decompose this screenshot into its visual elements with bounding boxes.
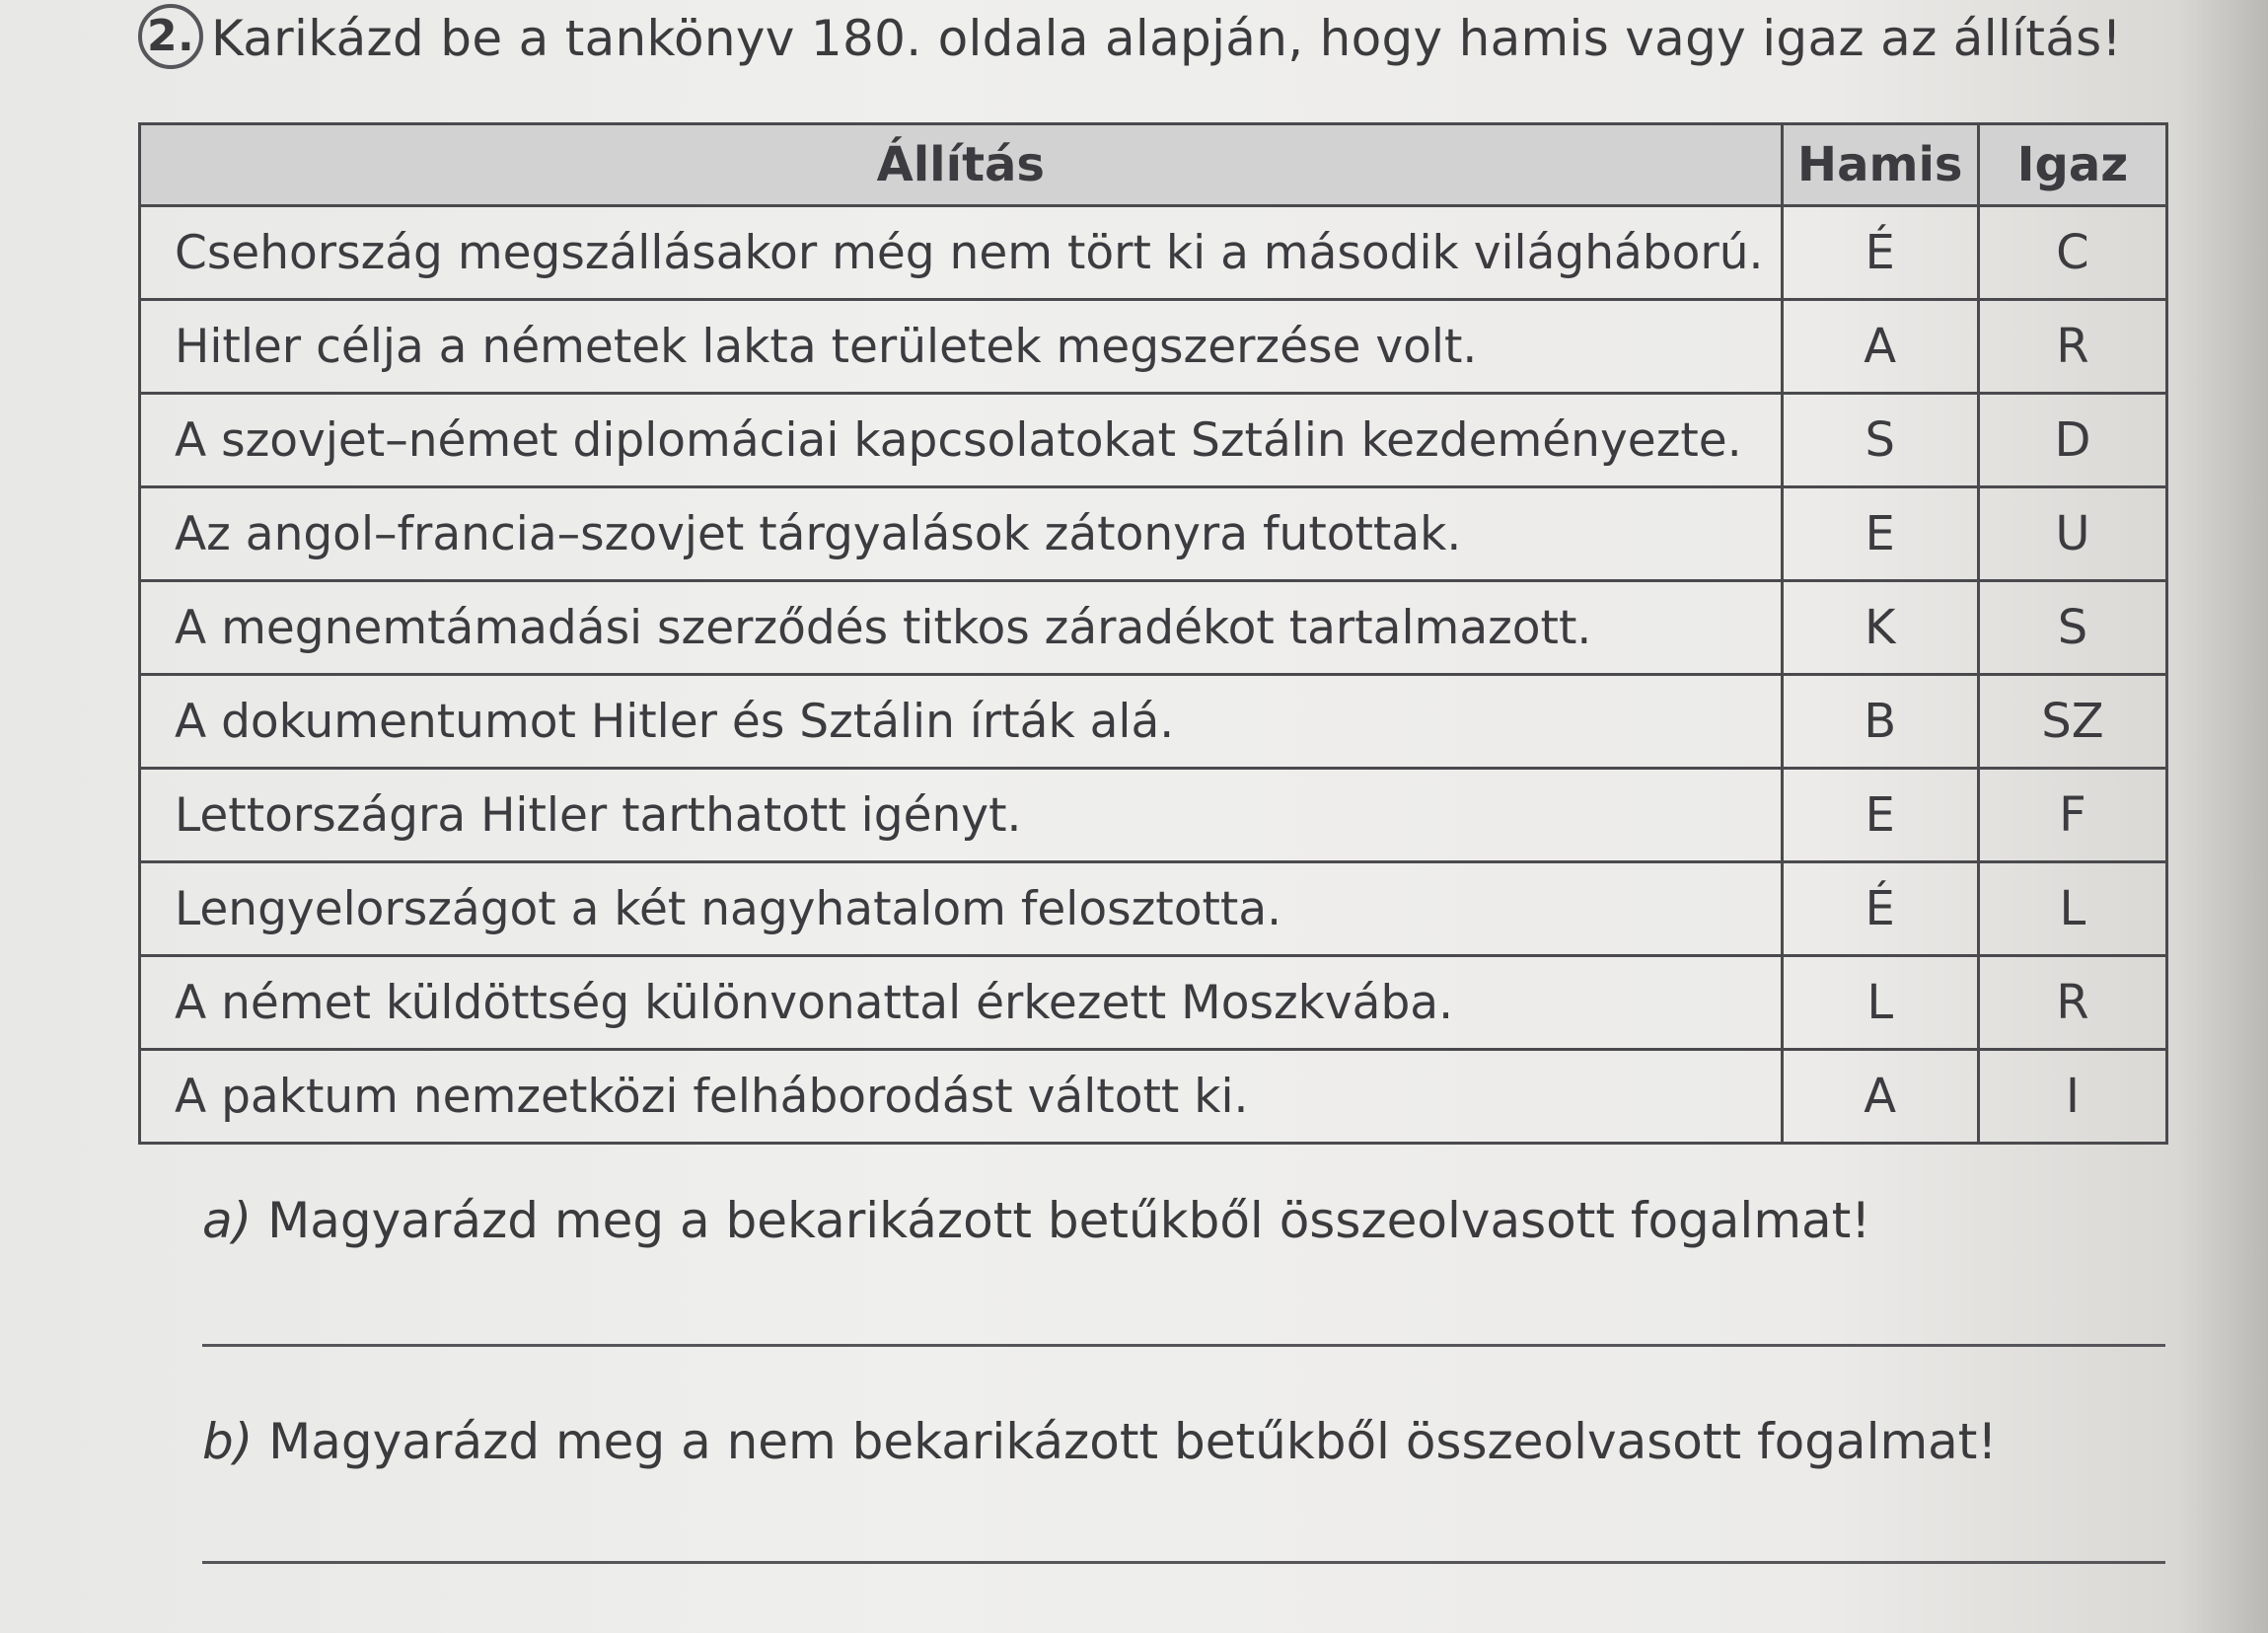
statement-cell: Az angol–francia–szovjet tárgyalások zátonyra futottak. <box>140 487 1783 581</box>
statement-cell: A német küldöttség különvonattal érkezett Moszkvába. <box>140 956 1783 1050</box>
true-letter[interactable]: L <box>1978 862 2166 956</box>
true-false-table <box>138 122 2168 1145</box>
statement-cell: Csehország megszállásakor még nem tört ki a második világháború. <box>140 206 1783 300</box>
true-letter[interactable]: C <box>1978 206 2166 300</box>
true-letter[interactable]: D <box>1978 394 2166 487</box>
header-false: Hamis <box>1782 124 1978 206</box>
table-row <box>140 956 2167 1050</box>
true-letter[interactable]: I <box>1978 1050 2166 1144</box>
statement-cell: Lettországra Hitler tarthatott igényt. <box>140 769 1783 862</box>
question-b-text: Magyarázd meg a nem bekarikázott betűkből összeolvasott fogalmat! <box>268 1413 1998 1470</box>
false-letter[interactable]: É <box>1782 862 1978 956</box>
false-letter[interactable]: B <box>1782 675 1978 769</box>
false-letter[interactable]: E <box>1782 487 1978 581</box>
question-a-label: a) <box>202 1192 253 1249</box>
task-instruction: Karikázd be a tankönyv 180. oldala alapján, hogy hamis vagy igaz az állítás! <box>211 10 2122 67</box>
false-letter[interactable]: S <box>1782 394 1978 487</box>
task-number: 2. <box>138 4 203 69</box>
header-statement: Állítás <box>140 124 1783 206</box>
table-row <box>140 675 2167 769</box>
table-row <box>140 394 2167 487</box>
table-row <box>140 769 2167 862</box>
answer-line-a[interactable] <box>202 1344 2165 1347</box>
table-row <box>140 487 2167 581</box>
true-letter[interactable]: S <box>1978 581 2166 675</box>
question-b-label: b) <box>202 1413 254 1470</box>
false-letter[interactable]: É <box>1782 206 1978 300</box>
table-row <box>140 862 2167 956</box>
false-letter[interactable]: K <box>1782 581 1978 675</box>
statement-cell: Lengyelországot a két nagyhatalom felosztotta. <box>140 862 1783 956</box>
true-letter[interactable]: U <box>1978 487 2166 581</box>
table-row <box>140 1050 2167 1144</box>
statement-cell: Hitler célja a németek lakta területek megszerzése volt. <box>140 300 1783 394</box>
false-letter[interactable]: A <box>1782 1050 1978 1144</box>
true-letter[interactable]: F <box>1978 769 2166 862</box>
header-true: Igaz <box>1978 124 2166 206</box>
question-b <box>202 1413 1997 1470</box>
question-a <box>202 1192 1870 1249</box>
table-row <box>140 206 2167 300</box>
false-letter[interactable]: L <box>1782 956 1978 1050</box>
true-letter[interactable]: R <box>1978 956 2166 1050</box>
false-letter[interactable]: E <box>1782 769 1978 862</box>
true-letter[interactable]: R <box>1978 300 2166 394</box>
statement-cell: A dokumentumot Hitler és Sztálin írták alá. <box>140 675 1783 769</box>
task-header <box>138 6 2122 71</box>
statement-cell: A paktum nemzetközi felháborodást váltott ki. <box>140 1050 1783 1144</box>
statement-cell: A megnemtámadási szerződés titkos záradékot tartalmazott. <box>140 581 1783 675</box>
answer-line-b[interactable] <box>202 1561 2165 1564</box>
statement-cell: A szovjet–német diplomáciai kapcsolatokat Sztálin kezdeményezte. <box>140 394 1783 487</box>
true-letter[interactable]: SZ <box>1978 675 2166 769</box>
false-letter[interactable]: A <box>1782 300 1978 394</box>
table-row <box>140 581 2167 675</box>
question-a-text: Magyarázd meg a bekarikázott betűkből összeolvasott fogalmat! <box>267 1192 1871 1249</box>
table-header-row <box>140 124 2167 206</box>
table-row <box>140 300 2167 394</box>
